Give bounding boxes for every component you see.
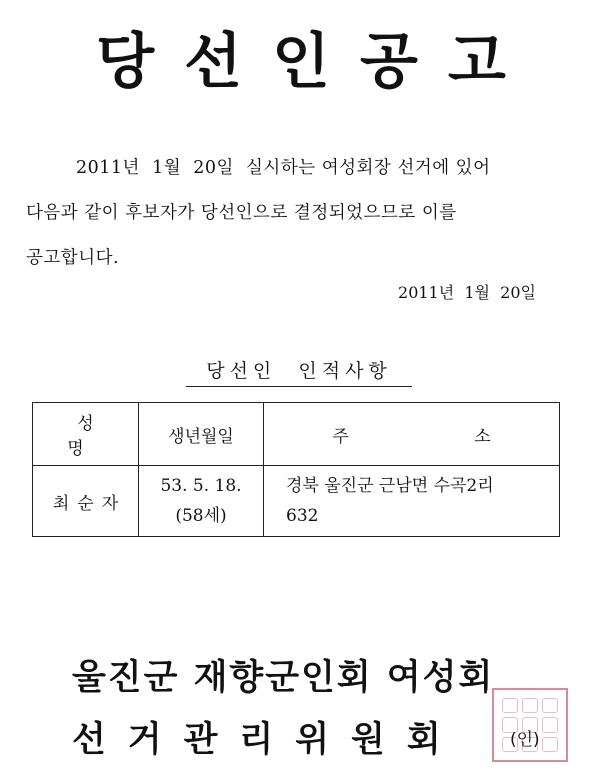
- issuer-organization: 울진군 재향군인회 여성회: [72, 658, 495, 698]
- winner-info-table: [32, 402, 560, 537]
- announcement-line: 2011년 1월 20일 실시하는 여성회장 선거에 있어: [76, 158, 491, 178]
- header-address: 주 소: [264, 403, 560, 466]
- announcement-date: 2011년 1월 20일: [398, 283, 536, 302]
- announcement-line: 공고합니다.: [26, 248, 120, 268]
- announcement-line: 다음과 같이 후보자가 당선인으로 결정되었으므로 이를: [26, 203, 457, 223]
- birth-date: 53. 5. 18.: [160, 476, 242, 496]
- seal-label: (인): [510, 730, 540, 750]
- cell-name: 최순자: [33, 466, 139, 537]
- page-title: 당선인공고: [96, 27, 536, 97]
- header-name: 성 명: [33, 403, 139, 466]
- cell-birth: [139, 466, 264, 537]
- address-line: 632: [286, 506, 319, 526]
- section-title: 당선인 인적사항: [186, 356, 412, 387]
- cell-address: [264, 466, 560, 537]
- table-row: [33, 466, 560, 537]
- table-header-row: [33, 403, 560, 466]
- age: (58세): [175, 506, 227, 526]
- header-birth: 생년월일: [139, 403, 264, 466]
- announcement-body: [26, 146, 586, 281]
- issuer-committee: 선거관리위원회: [72, 720, 463, 760]
- address-line: 경북 울진군 근남면 수곡2리: [286, 476, 494, 496]
